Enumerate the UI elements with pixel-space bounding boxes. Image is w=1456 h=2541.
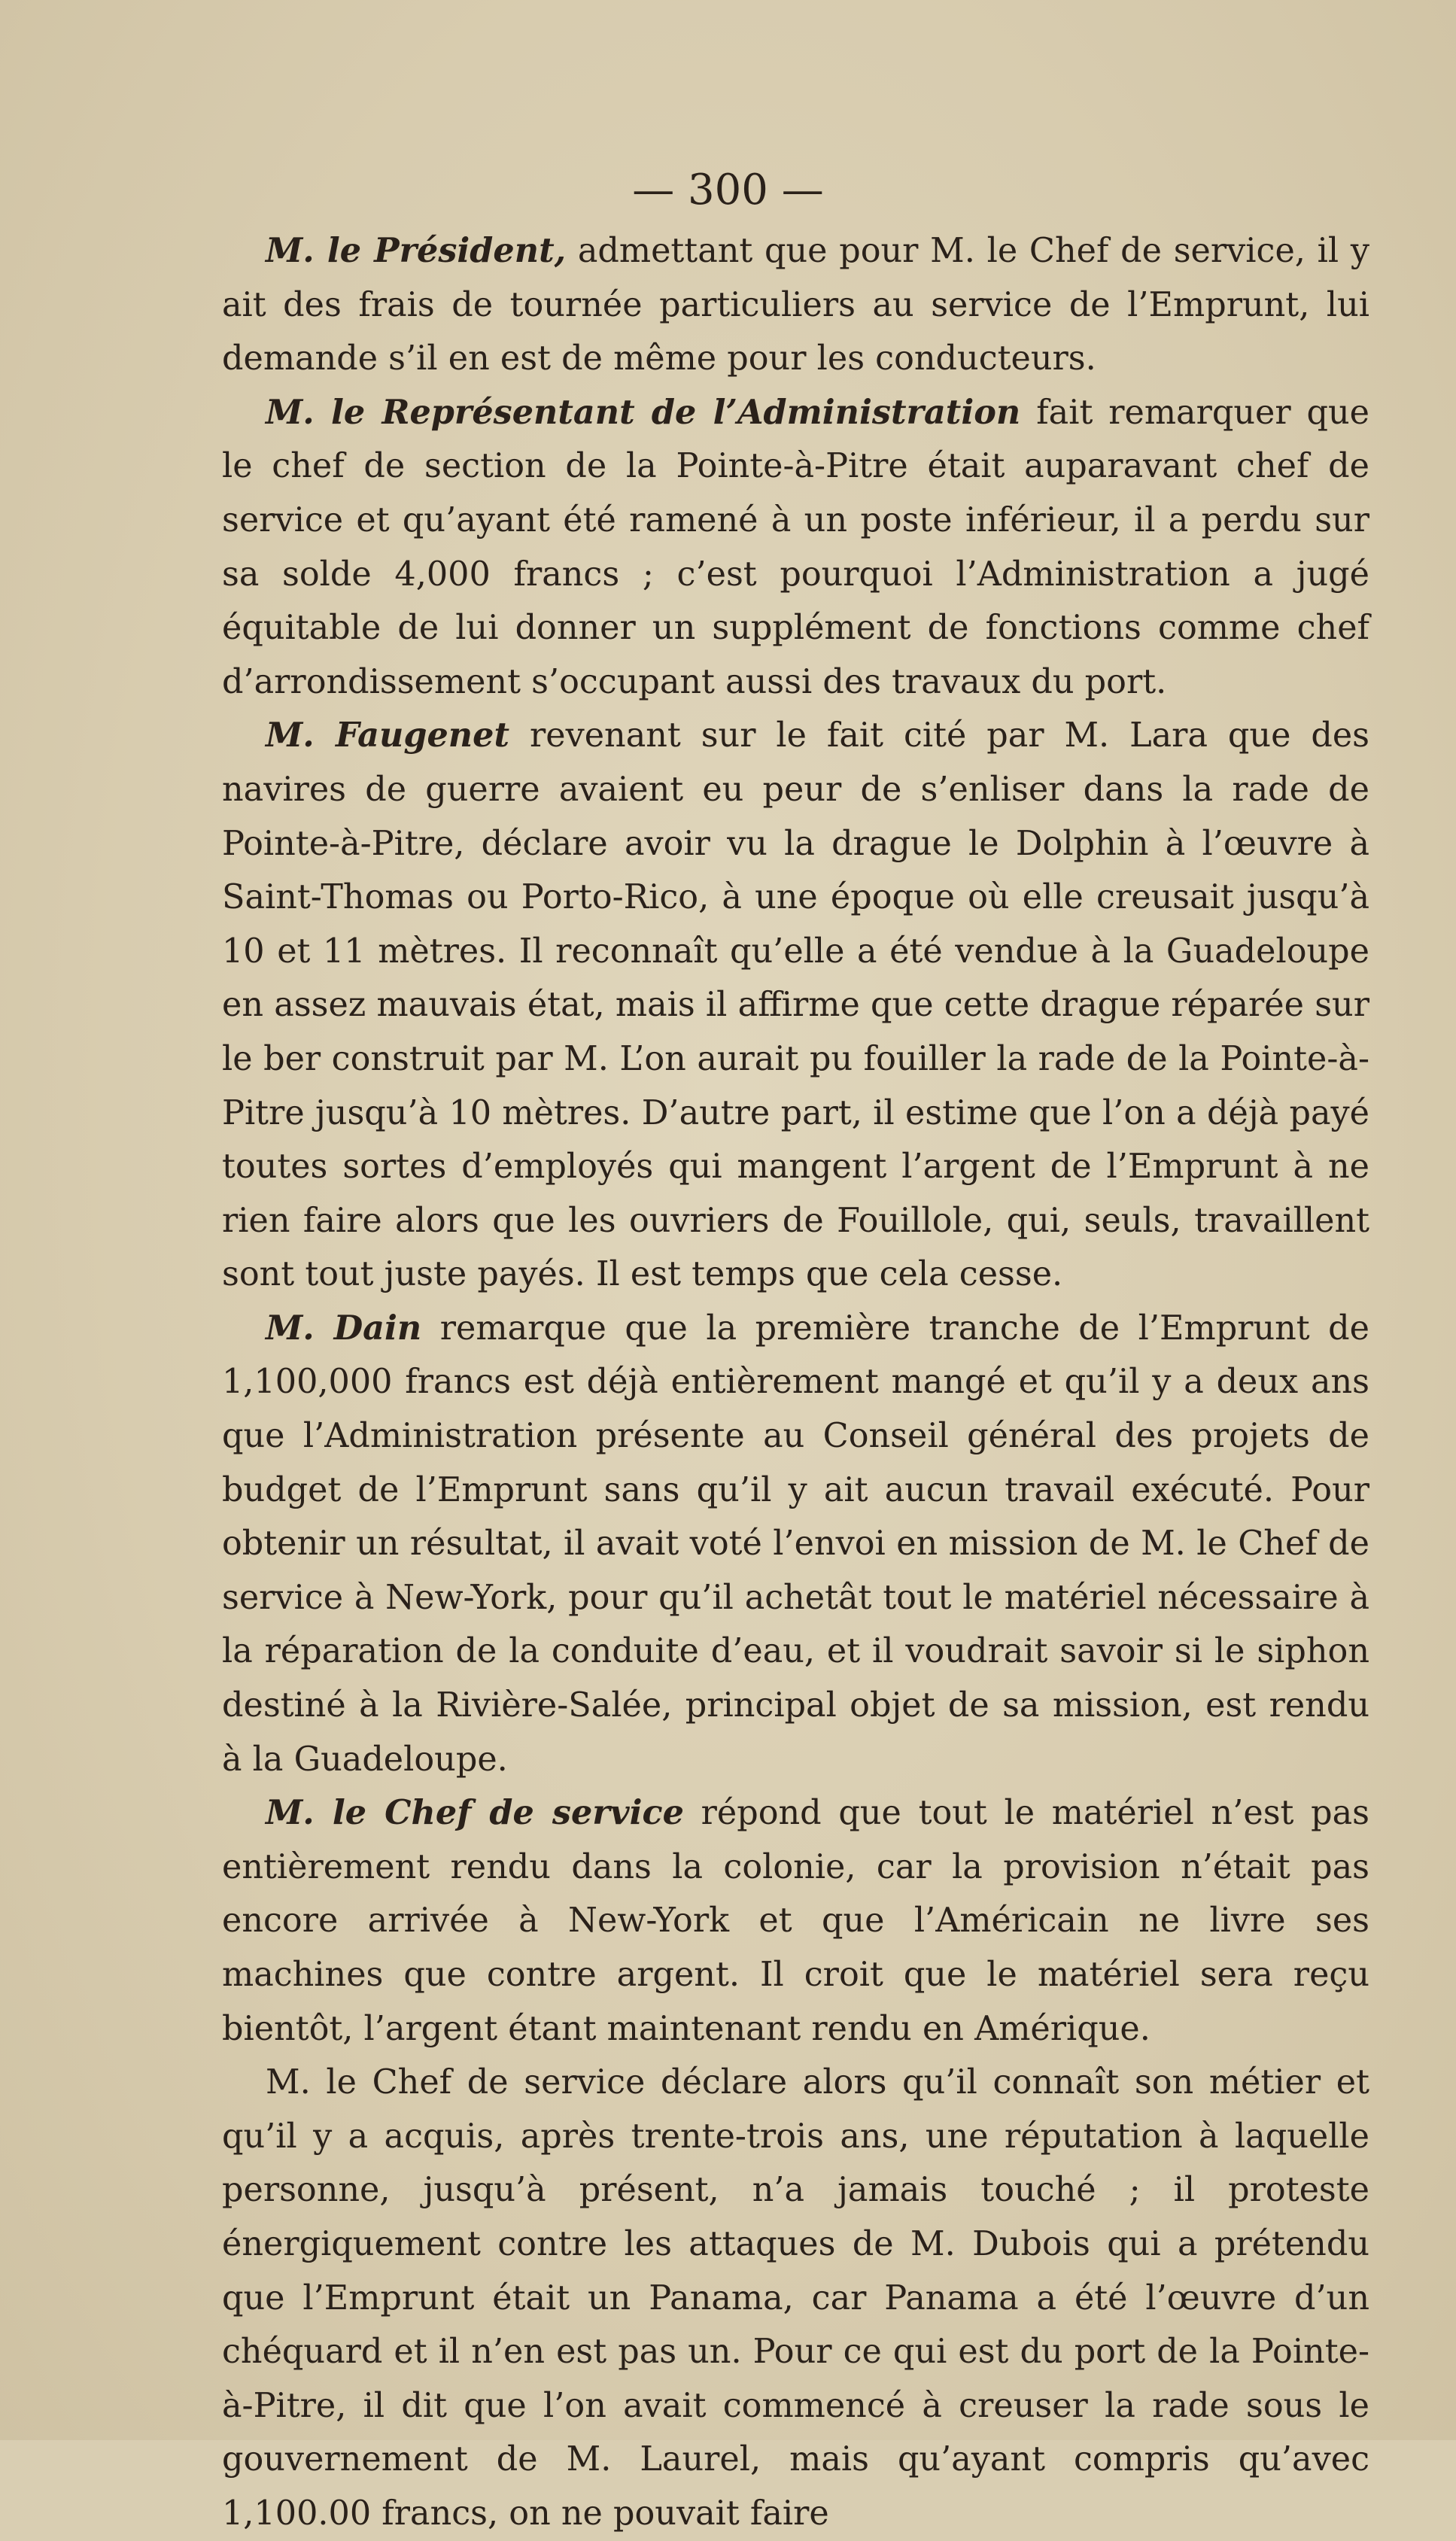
paragraph-text: admettant que pour M. le Chef de service, il y ait des frais de tournée particuliers au service de l’Emprunt, lui demande s’il en est de même pour les conducteurs. [222, 232, 1369, 378]
paragraph-representant [222, 386, 1369, 710]
speaker-name: M. Dain [266, 1308, 422, 1348]
speaker-name: M. le Président, [266, 231, 567, 270]
paragraph-chef-service-declaration [222, 2056, 1369, 2540]
page-number: — 300 — [632, 166, 824, 214]
paragraph-text: fait remarquer que le chef de section de la Pointe-à-Pitre était auparavant chef de service et qu’ayant été ramené à un poste inférieur, il a perdu sur sa solde 4,000 francs ; c’est pourquoi l’Administration a jugé équitable de lui donner un supplément de fonctions comme chef d’arrondissement s’occupant aussi des travaux du port. [222, 393, 1369, 701]
paragraph-text: répond que tout le matériel n’est pas entièrement rendu dans la colonie, car la provision n’était pas encore arrivée à New-York et que l’Américain ne livre ses machines que contre argent. Il croit que le matériel sera reçu bientôt, l’argent étant maintenant rendu en Amérique. [222, 1794, 1369, 2048]
paragraph-text: revenant sur le fait cité par M. Lara que des navires de guerre avaient eu peur de s’enliser dans la rade de Pointe-à-Pitre, déclare avoir vu la drague le Dolphin à l’œuvre à Saint-Thomas ou Porto-Rico, à une époque où elle creusait jusqu’à 10 et 11 mètres. Il reconnaît qu’elle a été vendue à la Guadeloupe en assez mauvais état, mais il affirme que cette drague réparée sur le ber construit par M. L’on aurait pu fouiller la rade de la Pointe-à-Pitre jusqu’à 10 mètres. D’autre part, il estime que l’on a déjà payé toutes sortes d’employés qui mangent l’argent de l’Emprunt à ne rien faire alors que les ouvriers de Fouillole, qui, seuls, travaillent sont tout juste payés. Il est temps que cela cesse. [222, 716, 1369, 1294]
speaker-name: M. le Représentant de l’Administration [266, 392, 1021, 432]
speaker-name: M. le Chef de service [266, 1793, 684, 1833]
speaker-name: M. Faugenet [266, 716, 510, 755]
paragraph-president [222, 224, 1369, 386]
paragraph-faugenet [222, 709, 1369, 1302]
paragraph-text: M. le Chef de service déclare alors qu’il connaît son métier et qu’il y a acquis, après trente-trois ans, une réputation à laquelle personne, jusqu’à présent, n’a jamais touché ; il proteste énergiquement contre les attaques de M. Dubois qui a prétendu que l’Emprunt était un Panama, car Panama a été l’œuvre d’un chéquard et il n’en est pas un. Pour ce qui est du port de la Pointe-à-Pitre, il dit que l’on avait commencé à creuser la rade sous le gouvernement de M. Laurel, mais qu’ayant compris qu’avec 1,100.00 francs, on ne pouvait faire [222, 2063, 1369, 2533]
paragraph-dain [222, 1302, 1369, 1786]
body-text [222, 224, 1369, 2541]
paragraph-chef-service-reponse [222, 1786, 1369, 2056]
paragraph-text: remarque que la première tranche de l’Emprunt de 1,100,000 francs est déjà entièrement mangé et qu’il y a deux ans que l’Administration présente au Conseil général des projets de budget de l’Emprunt sans qu’il y ait aucun travail exécuté. Pour obtenir un résultat, il avait voté l’envoi en mission de M. le Chef de service à New-York, pour qu’il achetât tout le matériel nécessaire à la réparation de la conduite d’eau, et il voudrait savoir si le siphon destiné à la Rivière-Salée, principal objet de sa mission, est rendu à la Guadeloupe. [222, 1308, 1369, 1779]
